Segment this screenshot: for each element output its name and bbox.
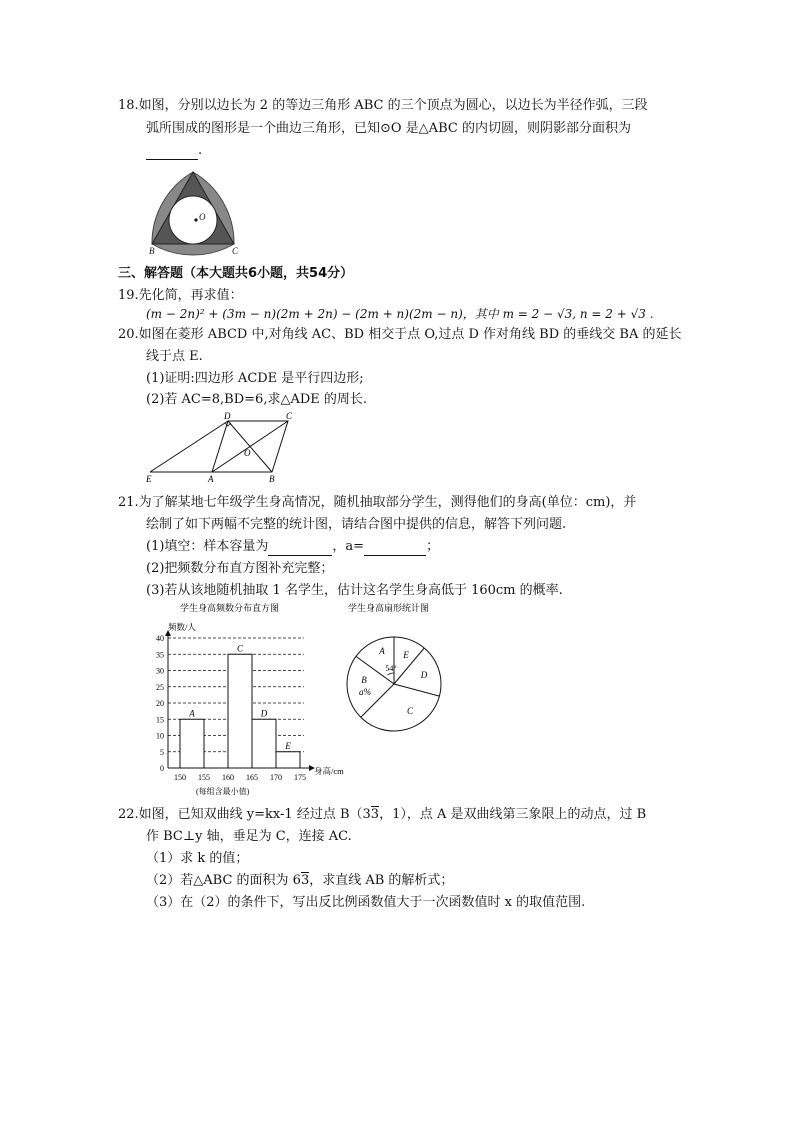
- x-tick-label: 170: [270, 773, 282, 782]
- pie-slice-label: D: [420, 670, 428, 680]
- q18-line2: 弧所围成的图形是一个曲边三角形，已知⊙O 是△ABC 的内切圆，则阴影部分面积为: [146, 121, 631, 136]
- histogram-bar: [228, 654, 252, 768]
- bar-label: C: [236, 643, 244, 654]
- y-tick-label: 25: [156, 682, 164, 692]
- label-D: D: [224, 411, 231, 421]
- q22-sqrt-3: 3: [370, 807, 380, 822]
- q22-line2: 作 BC⊥y 轴，垂足为 C，连接 AC.: [146, 829, 352, 844]
- q20-part1: (1)证明:四边形 ACDE 是平行四边形;: [146, 371, 364, 386]
- center-point: [194, 218, 197, 221]
- answer-blank-line: [268, 542, 332, 556]
- q22-line1-start: 22.如图，已知双曲线 y=kx-1 经过点 B（3: [118, 807, 371, 822]
- q18-period: .: [198, 143, 203, 158]
- y-tick-label: 35: [156, 650, 164, 660]
- y-tick-label: 30: [156, 666, 164, 676]
- q18-figure: [146, 164, 246, 256]
- answer-blank-line: [146, 146, 198, 160]
- label-E: E: [146, 474, 152, 484]
- diagonal-BD: [228, 421, 272, 472]
- x-tick-label: 165: [246, 773, 258, 782]
- pie-title: 学生身高扇形统计图: [348, 603, 430, 613]
- y-tick-label: 5: [160, 747, 164, 757]
- x-tick-label: 160: [222, 773, 234, 782]
- q18-answer-blank: [146, 142, 202, 160]
- y-tick-label: 15: [156, 715, 164, 725]
- q19-expression: (m − 2n)² + (3m − n)(2m + 2n) − (2m + n)(2m − n)，其中 m = 2 − √3, n = 2 + √3 .: [146, 307, 654, 321]
- bar-label: A: [189, 708, 195, 719]
- q22-part2-start: （2）若△ABC 的面积为 6: [146, 873, 301, 888]
- section-3-heading: 三、解答题（本大题共6小题，共54分）: [118, 266, 354, 281]
- line-ED: [150, 421, 228, 472]
- histogram-bar: [180, 719, 204, 768]
- pie-slice-label: E: [403, 650, 409, 660]
- x-tick-label: 155: [198, 773, 210, 782]
- answer-blank-line: [364, 542, 426, 556]
- angle-annotation: 54°: [385, 664, 397, 673]
- q21-line1: 21.为了解某地七年级学生身高情况，随机抽取部分学生，测得他们的身高(单位：cm)，并: [118, 495, 637, 510]
- q21-part1-end: ；: [426, 539, 440, 554]
- histogram-xlabel: 身高/cm: [314, 766, 344, 776]
- x-tick-label: 150: [174, 773, 186, 782]
- x-tick-label: 175: [294, 773, 306, 782]
- histogram-note: (每组含最小值): [196, 787, 250, 796]
- q21-part1-text: (1)填空：样本容量为: [146, 539, 269, 554]
- q20-figure: [146, 410, 301, 484]
- q20-part2: (2)若 AC=8,BD=6,求△ADE 的周长.: [146, 392, 368, 407]
- pie-chart: [340, 598, 450, 758]
- q20-line2: 线于点 E.: [146, 349, 203, 364]
- q22-line1-end: ，1），点 A 是双曲线第三象限上的动点，过 B: [379, 807, 647, 822]
- label-C: C: [232, 246, 239, 256]
- q22-part2: [146, 872, 453, 890]
- q19-line1: 19.先化简，再求值：: [118, 288, 243, 303]
- y-tick-label: 40: [156, 634, 164, 643]
- histogram-chart: [144, 598, 366, 798]
- q18-line1: 18.如图，分别以边长为 2 的等边三角形 ABC 的三个顶点为圆心，以边长为半径作弧，三段: [118, 98, 648, 113]
- label-A: A: [190, 164, 196, 174]
- bar-label: D: [260, 708, 268, 719]
- right-angle-mark: [225, 423, 231, 426]
- q21-part1-a: ，a=: [332, 539, 365, 554]
- y-tick-label: 0: [160, 764, 164, 773]
- percent-annotation: a%: [359, 687, 371, 697]
- q22-line1: [118, 806, 646, 824]
- q21-part3: (3)若从该地随机抽取 1 名学生，估计这名学生身高低于 160cm 的概率.: [146, 583, 563, 598]
- incircle: [169, 196, 217, 244]
- bar-label: E: [285, 740, 291, 751]
- q22-part2-end: ，求直线 AB 的解析式；: [309, 873, 454, 888]
- q21-part2: (2)把频数分布直方图补充完整；: [146, 561, 334, 576]
- pie-slice-label: A: [379, 646, 385, 656]
- q21-part1: [146, 538, 439, 556]
- label-A: A: [208, 474, 214, 484]
- label-B: B: [149, 246, 155, 256]
- y-tick-label: 20: [156, 699, 164, 708]
- histogram-bar: [252, 719, 276, 768]
- label-B: B: [269, 474, 275, 484]
- histogram-bar: [276, 752, 300, 768]
- label-O: O: [244, 448, 251, 458]
- q22-part3: （3）在（2）的条件下，写出反比例函数值大于一次函数值时 x 的取值范围.: [146, 895, 586, 910]
- y-tick-label: 10: [156, 731, 164, 741]
- histogram-title: 学生身高频数分布直方图: [180, 603, 280, 613]
- q22-part2-sqrt: 3: [300, 873, 310, 888]
- q22-part1: （1）求 k 的值；: [146, 851, 249, 866]
- label-O: O: [199, 212, 206, 222]
- q21-line2: 绘制了如下两幅不完整的统计图，请结合图中提供的信息，解答下列问题.: [146, 517, 567, 532]
- label-C: C: [286, 411, 293, 421]
- q20-line1: 20.如图在菱形 ABCD 中,对角线 AC、BD 相交于点 O,过点 D 作对角线 BD 的垂线交 BA 的延长: [118, 327, 682, 342]
- pie-slice-label: B: [361, 675, 367, 685]
- histogram-ylabel: 频数/人: [168, 622, 196, 632]
- pie-slice-label: C: [406, 706, 414, 716]
